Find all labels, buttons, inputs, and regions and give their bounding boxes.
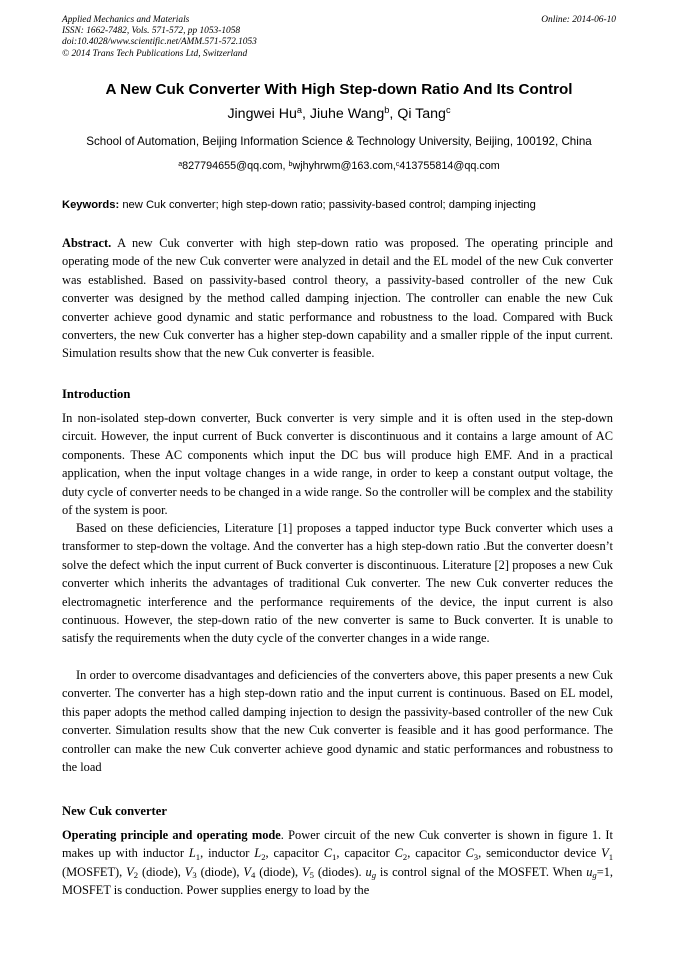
email-address: 827794655@qq.com [182,160,283,172]
section-heading-new-cuk: New Cuk converter [62,804,167,818]
body-text: (diode), [196,864,244,879]
author-mark: a [296,105,302,116]
author-name: Jiuhe Wang [309,106,385,122]
email-mark: a [178,160,183,168]
paper-title: A New Cuk Converter With High Step-down Ratio And Its Control [105,81,573,98]
body-text: . Power circuit of the new Cuk converter is shown in figure 1. It makes up with inductor [62,828,613,861]
body-text: =1, MOSFET is conduction. Power supplies energy to load by the [62,864,614,898]
author-mark: b [384,105,390,116]
journal-name: Applied Mechanics and Materials [62,15,190,25]
subscript: 3 [192,869,197,880]
symbol: C [323,846,333,861]
symbol: L [188,846,196,861]
symbol: V [184,864,193,879]
body-text: (diode), [138,864,185,879]
author-list: Jingwei Hu$^a$, Jiuhe Wang$^b$, Qi Tang$^c$ [227,105,451,122]
body-text: is control signal of the MOSFET. When [376,864,587,879]
email-list: $^a$827794655@qq.com, $^b$wjhyhrwm@163.com,$^c$413755814@qq.com [178,160,500,172]
intro-paragraph-2: Based on these deficiencies, Literature [1] proposes a tapped inductor type Buck converter which uses a transformer to step-down the voltage. And the converter has a high step-down ratio .But the converter doesn’t solve the defect which the input current of Buck converter is discontinuous. Literature [2] proposes a new Cuk converter which inherits the advantages of traditional Cuk converter. The new Cuk converter reduces the electromagnetic interference and the performance requirements of the device, the input current is also continuous. However, the step-down ratio of the new converter is same to Buck converter. It is unable to satisfy the requirements when the duty cycle of the converter changes in a wide range. [62,521,613,646]
symbol: V [243,864,251,879]
symbol: V [302,864,310,879]
body-text: , semiconductor device [478,846,602,861]
journal-header [62,15,616,60]
symbol: C [465,846,474,861]
affiliation: School of Automation, Beijing Information Science & Technology University, Beijing, 100192, China [86,135,592,148]
body-text: (MOSFET), [62,864,127,879]
subscript: 1 [608,851,614,862]
symbol: u [365,864,372,879]
author-name: Qi Tang [397,106,446,122]
subscript: 1 [332,851,337,862]
subscript: g [592,869,597,880]
doi-line: doi:10.4028/www.scientific.net/AMM.571-572.1053 [62,37,257,48]
subscript: 3 [473,851,479,862]
intro-paragraph-3: In order to overcome disadvantages and deficiencies of the converters above, this paper presents a new Cuk converter. The converter has a high step-down ratio and the input current is continuous. Based on EL model, this paper adopts the method called damping injection to design the passivity-based controller of the new Cuk converter. Simulation results show that the new Cuk converter is feasible and it has good performance. The controller can make the new Cuk converter achieve good dynamic and static performances and robustness to the load [62,668,613,775]
abstract-label: Abstract. [62,236,112,250]
body-text: , inductor [200,846,255,861]
subscript: 2 [261,851,266,862]
new-cuk-paragraph [62,826,613,900]
body-text: , capacitor [265,846,324,861]
copyright-line: © 2014 Trans Tech Publications Ltd, Switzerland [62,48,248,59]
subscript: g [371,869,377,880]
subscript: 5 [309,869,314,880]
symbol: L [254,846,262,861]
author-name: Jingwei Hu [227,106,297,122]
symbol: u [586,864,593,879]
intro-paragraph-1: In non-isolated step-down converter, Buck converter is very simple and it is often used in the step-down circuit. However, the input current of Buck converter is discontinuous and it contains a large amount of AC components. These AC components which input the DC bus will produce high EMF. And in a practical application, when the input voltage changes in a wide range, in order to keep a constant output voltage, the duty cycle of converter needs to be changed in a wide range. So the controller will be complex and the stability of the system is poor. [62,411,613,518]
email-mark: c [395,160,400,168]
body-text: , capacitor [336,846,395,861]
symbol: V [601,846,609,861]
section-heading-introduction: Introduction [62,387,131,401]
keywords-label: Keywords: [62,199,120,211]
email-address: 413755814@qq.com [399,160,500,172]
subscript: 2 [133,869,139,880]
online-date: Online: 2014-06-10 [541,15,616,25]
author-mark: c [445,105,451,116]
subscript: 2 [402,851,408,862]
abstract [62,234,613,363]
keywords-text: new Cuk converter; high step-down ratio; passivity-based control; damping injecting [122,199,536,211]
abstract-text: A new Cuk converter with high step-down ratio was proposed. The operating principle and operating mode of the new Cuk converter were analyzed in detail and the EL model of the new Cuk converter was established. Based on passivity-based control theory, a passivity-based controller of the new Cuk converter was designed by the method called damping injection. The controller can enable the new Cuk converter achieve good dynamic and static performance and robustness to the load. Compared with Buck converters, the new Cuk converter has a higher step-down capability and a smaller ripple of the input current. Simulation results show that the new Cuk converter is feasible. [62,236,613,361]
email-address: wjhyhrwm@163.com [292,160,393,172]
issn-line: ISSN: 1662-7482, Vols. 571-572, pp 1053-1058 [62,26,241,37]
subsection-heading: Operating principle and operating mode [62,828,281,842]
body-text: , capacitor [407,846,466,861]
body-text: (diodes). [313,864,366,879]
keywords [62,198,616,213]
symbol: V [126,864,134,879]
email-mark: b [288,160,293,168]
subscript: 4 [250,869,256,880]
symbol: C [394,846,403,861]
body-text: (diode), [255,864,303,879]
subscript: 1 [195,851,201,862]
